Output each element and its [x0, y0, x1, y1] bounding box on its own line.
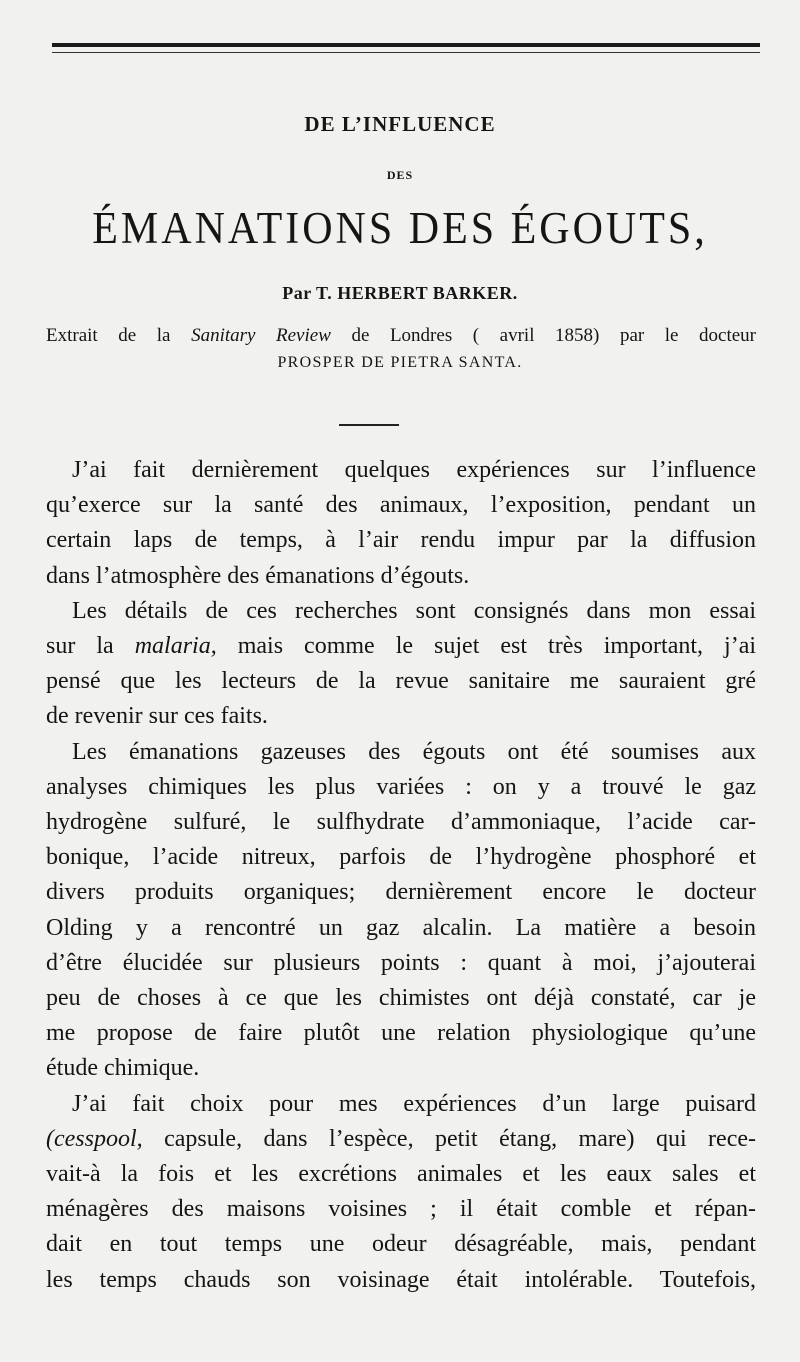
- doctor-name: PROSPER DE PIETRA SANTA.: [277, 354, 523, 371]
- text-line: d’être élucidée sur plusieurs points : quant à moi, j’ajouterai: [46, 949, 756, 976]
- extract-line: [46, 324, 756, 348]
- text-line: qu’exerce sur la santé des animaux, l’exposition, pendant un: [46, 492, 756, 519]
- text-line: certain laps de temps, à l’air rendu impur par la diffusion: [46, 527, 756, 554]
- paragraph-2: [46, 594, 756, 735]
- text-line: [46, 629, 756, 664]
- title-line-1: DE L’INFLUENCE: [304, 112, 496, 136]
- text-line: Olding y a rencontré un gaz alcalin. La matière a besoin: [46, 914, 756, 941]
- text-line: bonique, l’acide nitreux, parfois de l’hydrogène phosphoré et: [46, 844, 756, 871]
- extract-suffix: de Londres ( avril 1858) par le docteur: [351, 325, 757, 346]
- text-fragment: mais comme le sujet est très important, j’ai: [237, 633, 757, 660]
- text-line: vait-à la fois et les excrétions animales et les eaux sales et: [46, 1161, 756, 1188]
- text-line: analyses chimiques les plus variées : on y a trouvé le gaz: [46, 773, 756, 800]
- text-line: les temps chauds son voisinage était intolérable. Toutefois,: [46, 1266, 756, 1293]
- text-line: Les émanations gazeuses des égouts ont été soumises aux: [72, 738, 756, 765]
- text-line: dans l’atmosphère des émanations d’égouts.: [46, 562, 470, 589]
- text-line: divers produits organiques; dernièrement encore le docteur: [46, 879, 756, 906]
- text-fragment: capsule, dans l’espèce, petit étang, mare) qui rece-: [164, 1125, 757, 1152]
- paragraph-1: [46, 453, 756, 594]
- journal-name: Sanitary Review: [191, 325, 331, 346]
- paragraph-3: [46, 735, 756, 1087]
- title-des: DES: [386, 168, 414, 182]
- text-line: [46, 1122, 756, 1157]
- text-line: hydrogène sulfuré, le sulfhydrate d’ammoniaque, l’acide car-: [46, 809, 756, 836]
- text-line: peu de choses à ce que les chimistes ont déjà constaté, car je: [46, 985, 756, 1012]
- text-line: J’ai fait choix pour mes expériences d’un large puisard: [72, 1090, 756, 1117]
- text-line: J’ai fait dernièrement quelques expériences sur l’influence: [72, 457, 756, 483]
- top-rule-thin: [52, 52, 760, 53]
- text-line: pensé que les lecteurs de la revue sanitaire me sauraient gré: [46, 668, 756, 695]
- paragraph-4: [46, 1087, 756, 1298]
- italic-term: (cesspool,: [46, 1125, 143, 1152]
- author-line: Par T. HERBERT BARKER.: [282, 283, 518, 303]
- page-title: ÉMANATIONS DES ÉGOUTS,: [92, 204, 708, 254]
- text-line: me propose de faire plutôt une relation physiologique qu’une: [46, 1020, 756, 1047]
- text-fragment: sur la: [46, 633, 114, 660]
- top-rule: [52, 43, 760, 47]
- text-line: Les détails de ces recherches sont consignés dans mon essai: [72, 597, 756, 624]
- body-text: [46, 453, 756, 1298]
- text-line: étude chimique.: [46, 1055, 200, 1082]
- text-line: dait en tout temps une odeur désagréable, mais, pendant: [46, 1231, 756, 1258]
- text-line: de revenir sur ces faits.: [46, 703, 268, 730]
- italic-term: malaria,: [134, 633, 217, 660]
- text-line: ménagères des maisons voisines ; il était comble et répan-: [46, 1196, 756, 1223]
- extract-prefix: Extrait de la: [46, 325, 171, 346]
- separator-rule: [339, 424, 399, 426]
